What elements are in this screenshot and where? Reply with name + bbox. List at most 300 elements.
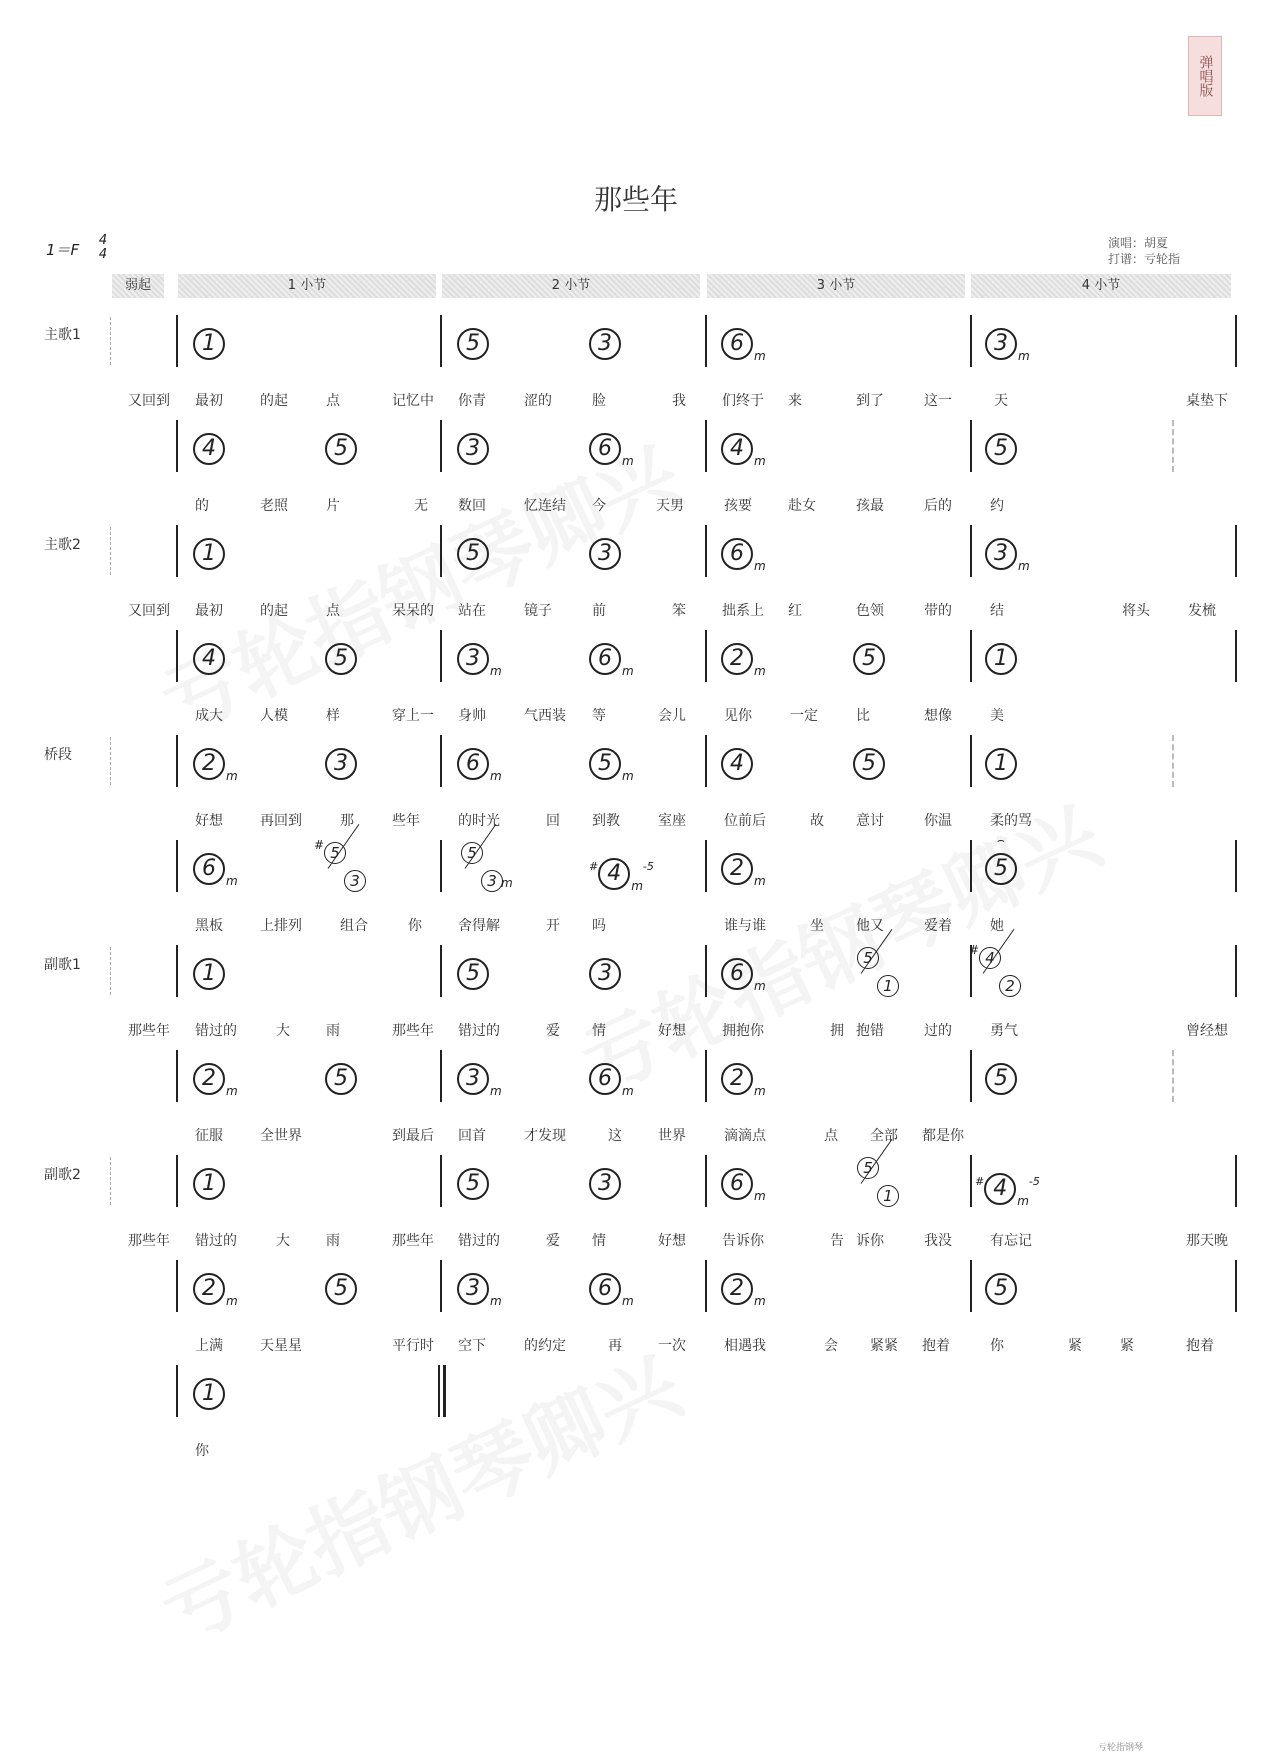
- lyric-word: 回: [546, 813, 560, 829]
- lyric-word: 上满: [195, 1338, 223, 1354]
- chord-circle: 6: [721, 1168, 753, 1200]
- lyric-word: 才发现: [524, 1128, 566, 1144]
- chord-circle: 2: [721, 1273, 753, 1305]
- bar-line: [970, 735, 972, 787]
- lyric-word: 告诉你: [722, 1233, 764, 1249]
- header-measure-4: 4 小节: [971, 274, 1231, 298]
- chord-symbol: [985, 1062, 1017, 1095]
- lyric-word: 们终于: [722, 393, 764, 409]
- chord-circle: 1: [193, 538, 225, 570]
- chord-circle: 6: [589, 1063, 621, 1095]
- lyric-word: 脸: [592, 393, 606, 409]
- bar-line: [705, 735, 707, 787]
- lyric-word: 气西装: [524, 708, 566, 724]
- lyric-word: 舍得解: [458, 918, 500, 934]
- section-verse-1: 主歌1: [44, 327, 81, 343]
- chord-circle: 5: [457, 1168, 489, 1200]
- chord-circle: 1: [193, 958, 225, 990]
- lyric-word: 最初: [195, 393, 223, 409]
- lyric-word: 爱: [546, 1233, 560, 1249]
- bar-line: [1235, 945, 1237, 997]
- chord-quality: m: [754, 979, 766, 993]
- chord-quality: m: [1018, 559, 1030, 573]
- lyric-word: 你青: [458, 393, 486, 409]
- chord-symbol: [853, 642, 885, 675]
- bar-line: [970, 1155, 972, 1207]
- lyric-word: 故: [810, 813, 824, 829]
- chord-circle: 3: [589, 1168, 621, 1200]
- lyric-word: 拙系上: [722, 603, 764, 619]
- chord-quality: m: [754, 349, 766, 363]
- lyric-word: 你: [408, 918, 422, 934]
- bar-line: [176, 840, 178, 892]
- chord-symbol: [721, 852, 766, 896]
- chord-symbol: [589, 1167, 621, 1200]
- chord-quality: m: [226, 1294, 238, 1308]
- chord-circle: 4: [193, 643, 225, 675]
- lyric-word: 错过的: [195, 1023, 237, 1039]
- chord-quality: m: [622, 1294, 634, 1308]
- lyric-word: 约: [990, 498, 1004, 514]
- chord-quality: m: [501, 876, 513, 890]
- chord-circle: 3: [985, 538, 1017, 570]
- chord-quality: m: [226, 874, 238, 888]
- chord-symbol: [985, 432, 1017, 465]
- bar-line: [970, 1050, 972, 1102]
- measure-end-dashed: [1172, 420, 1174, 472]
- pickup-dash: [110, 317, 111, 365]
- chord-circle: 5: [589, 748, 621, 780]
- lyric-word: 点: [824, 1128, 838, 1144]
- lyric-word: 情: [592, 1233, 606, 1249]
- singer-credit: 演唱：胡夏: [1108, 236, 1169, 250]
- sharp-sign: #: [589, 860, 599, 873]
- lyric-word: 那天晚: [1186, 1233, 1228, 1249]
- lyric-word: 上排列: [260, 918, 302, 934]
- lyric-word: 我没: [924, 1233, 952, 1249]
- chord-circle: 5: [457, 958, 489, 990]
- lyric-word: 雨: [326, 1023, 340, 1039]
- slash-chord: [853, 947, 909, 1005]
- lyric-word: 天男: [656, 498, 684, 514]
- lyric-word: 抱错: [856, 1023, 884, 1039]
- watermark: [560, 773, 1116, 1114]
- bar-line: [440, 945, 442, 997]
- lyric-word: 点: [326, 393, 340, 409]
- chord-circle: 5: [325, 433, 357, 465]
- bar-line: [440, 630, 442, 682]
- lyric-word: 后的: [924, 498, 952, 514]
- lyric-word: 成大: [195, 708, 223, 724]
- bar-line: [970, 315, 972, 367]
- chord-circle: 2: [193, 1273, 225, 1305]
- chord-symbol: [325, 747, 357, 780]
- chord-quality: m: [1018, 349, 1030, 363]
- lyric-word: 发梳: [1188, 603, 1216, 619]
- lyric-word: 好想: [658, 1023, 686, 1039]
- lyric-word: 今: [592, 498, 606, 514]
- chord-circle: 5: [325, 1273, 357, 1305]
- lyric-word: 平行时: [392, 1338, 434, 1354]
- chord-quality: m: [622, 664, 634, 678]
- lyric-word: 到了: [856, 393, 884, 409]
- chord-symbol: [589, 957, 621, 990]
- lyric-word: 又回到: [128, 603, 170, 619]
- chord-circle: 5: [853, 643, 885, 675]
- chord-circle: 6: [721, 328, 753, 360]
- chord-circle: 6: [589, 433, 621, 465]
- lyric-word: 来: [788, 393, 802, 409]
- lyric-word: 孩最: [856, 498, 884, 514]
- chord-symbol: [589, 327, 621, 360]
- chord-symbol: [457, 957, 489, 990]
- lyric-word: 你温: [924, 813, 952, 829]
- bar-line: [705, 315, 707, 367]
- song-title: 那些年: [593, 183, 678, 216]
- chord-quality: m: [754, 1084, 766, 1098]
- chord-root: 5: [461, 842, 483, 864]
- section-chorus-1: 副歌1: [44, 957, 81, 973]
- lyric-word: 征服: [195, 1128, 223, 1144]
- lyric-word: 那些年: [392, 1233, 434, 1249]
- lyric-word: 些年: [392, 813, 420, 829]
- lyric-word: 老照: [260, 498, 288, 514]
- chord-symbol: [193, 1377, 225, 1410]
- chord-circle: 2: [721, 643, 753, 675]
- lyric-word: 又回到: [128, 393, 170, 409]
- lyric-word: 组合: [340, 918, 368, 934]
- chord-quality: m: [754, 1294, 766, 1308]
- chord-bass: 2: [999, 975, 1021, 997]
- lyric-word: 点: [326, 603, 340, 619]
- chord-circle: 5: [985, 1273, 1017, 1305]
- slash-chord: [969, 943, 1031, 1005]
- chord-circle: 1: [193, 1378, 225, 1410]
- bar-line: [1235, 630, 1237, 682]
- time-bottom: 4: [98, 247, 108, 262]
- lyric-word: 全部: [870, 1128, 898, 1144]
- lyric-word: 拥: [830, 1023, 844, 1039]
- bar-line: [176, 420, 178, 472]
- header-measure-1: 1 小节: [178, 274, 436, 298]
- chord-symbol: [985, 327, 1030, 371]
- chord-circle: 1: [985, 643, 1017, 675]
- chord-quality: m: [1017, 1193, 1029, 1208]
- lyric-word: 你: [195, 1443, 209, 1459]
- sharp-sign: #: [314, 838, 325, 852]
- bar-line: [176, 945, 178, 997]
- bar-line: [440, 315, 442, 367]
- lyric-word: 等: [592, 708, 606, 724]
- chord-circle: 3: [457, 433, 489, 465]
- bar-line: [440, 1155, 442, 1207]
- bar-line: [1235, 1155, 1237, 1207]
- lyric-word: 比: [856, 708, 870, 724]
- lyric-word: 红: [788, 603, 802, 619]
- bar-line: [705, 420, 707, 472]
- lyric-word: 这一: [924, 393, 952, 409]
- chord-symbol: [457, 1272, 502, 1316]
- lyric-word: 站在: [458, 603, 486, 619]
- chord-symbol: [721, 1272, 766, 1316]
- lyric-word: 雨: [326, 1233, 340, 1249]
- sharp-sign: #: [969, 943, 980, 957]
- bar-line: [440, 1260, 442, 1312]
- chord-circle: 2: [721, 1063, 753, 1095]
- lyric-word: 美: [990, 708, 1004, 724]
- bar-line: [440, 420, 442, 472]
- chord-symbol: [193, 537, 225, 570]
- lyric-word: 曾经想: [1186, 1023, 1228, 1039]
- bar-line: [705, 1050, 707, 1102]
- lyric-word: 想像: [924, 708, 952, 724]
- lyric-word: 一定: [790, 708, 818, 724]
- lyric-word: 好想: [658, 1233, 686, 1249]
- lyric-word: 的起: [260, 603, 288, 619]
- lyric-word: 那些年: [392, 1023, 434, 1039]
- slash-chord: [314, 838, 376, 900]
- chord-symbol: [457, 327, 489, 360]
- lyric-word: 空下: [458, 1338, 486, 1354]
- lyric-word: 穿上一: [392, 708, 434, 724]
- lyric-word: 到最后: [392, 1128, 434, 1144]
- bar-line: [1235, 1260, 1237, 1312]
- chord-symbol: [721, 957, 766, 1001]
- bar-line: [970, 630, 972, 682]
- lyric-word: 世界: [658, 1128, 686, 1144]
- chord-quality: m: [754, 874, 766, 888]
- chord-symbol: [589, 537, 621, 570]
- chord-quality: m: [490, 1294, 502, 1308]
- chord-circle: 4: [721, 433, 753, 465]
- chord-quality: m: [631, 878, 643, 893]
- chord-circle: 5: [985, 433, 1017, 465]
- pickup-dash: [110, 947, 111, 995]
- chord-symbol: [721, 537, 766, 581]
- lyric-word: 结: [990, 603, 1004, 619]
- bar-line: [1235, 315, 1237, 367]
- chord-circle: 6: [721, 958, 753, 990]
- chord-circle: 3: [325, 748, 357, 780]
- chord-circle: 1: [193, 328, 225, 360]
- chord-symbol: [457, 1167, 489, 1200]
- chord-symbol: [985, 852, 1017, 885]
- chord-symbol: [589, 1062, 634, 1106]
- chord-symbol: [193, 327, 225, 360]
- lyric-word: 记忆中: [392, 393, 434, 409]
- bar-line: [970, 525, 972, 577]
- bar-line: [176, 1155, 178, 1207]
- chord-circle: 6: [589, 1273, 621, 1305]
- lyric-word: 见你: [724, 708, 752, 724]
- chord-circle: 3: [457, 1273, 489, 1305]
- final-bar-line: [438, 1365, 440, 1417]
- bar-line: [440, 735, 442, 787]
- lyric-word: 你: [990, 1338, 1004, 1354]
- lyric-word: 我: [672, 393, 686, 409]
- footer-mark: 亏轮指钢琴: [1098, 1743, 1144, 1753]
- bar-line: [705, 630, 707, 682]
- watermark: [140, 1323, 696, 1664]
- lyric-word: 位前后: [724, 813, 766, 829]
- lyric-word: 数回: [458, 498, 486, 514]
- time-signature: [96, 234, 110, 262]
- chord-root: 4: [979, 947, 1001, 969]
- chord-symbol: [721, 1062, 766, 1106]
- lyric-word: 无: [414, 498, 428, 514]
- lyric-word: 桌垫下: [1186, 393, 1228, 409]
- bar-line: [176, 1365, 178, 1417]
- lyric-word: 前: [592, 603, 606, 619]
- chord-circle: 4: [721, 748, 753, 780]
- lyric-word: 坐: [810, 918, 824, 934]
- lyric-word: 爱: [546, 1023, 560, 1039]
- lyric-word: 过的: [924, 1023, 952, 1039]
- lyric-word: 会: [824, 1338, 838, 1354]
- lyric-word: 的: [195, 498, 209, 514]
- bar-line: [705, 840, 707, 892]
- chord-extension: -5: [1028, 1175, 1040, 1188]
- chord-symbol: [457, 747, 502, 791]
- lyric-word: 带的: [924, 603, 952, 619]
- chord-circle: 4: [193, 433, 225, 465]
- chord-quality: m: [490, 664, 502, 678]
- lyric-word: 回首: [458, 1128, 486, 1144]
- section-verse-2: 主歌2: [44, 537, 81, 553]
- chord-symbol: [589, 747, 634, 791]
- arranger-credit: 打谱：亏轮指: [1108, 252, 1181, 266]
- chord-symbol: [985, 642, 1017, 675]
- chord-quality: m: [622, 769, 634, 783]
- header-pickup: 弱起: [112, 274, 164, 298]
- chord-circle: 4: [984, 1173, 1016, 1205]
- chord-symbol: [193, 852, 238, 896]
- lyric-word: 到教: [592, 813, 620, 829]
- bar-line: [176, 630, 178, 682]
- lyric-word: 抱着: [922, 1338, 950, 1354]
- lyric-word: 情: [592, 1023, 606, 1039]
- lyric-word: 样: [326, 708, 340, 724]
- chord-symbol: [721, 1167, 766, 1211]
- lyric-word: 抱着: [1186, 1338, 1214, 1354]
- lyric-word: 忆连结: [524, 498, 566, 514]
- bar-line: [440, 840, 442, 892]
- chord-symbol: [193, 1167, 225, 1200]
- chord-circle: 5: [325, 643, 357, 675]
- lyric-word: 那: [340, 813, 354, 829]
- chord-symbol: [457, 642, 502, 686]
- lyric-word: 最初: [195, 603, 223, 619]
- chord-circle: 6: [589, 643, 621, 675]
- bar-line: [970, 840, 972, 892]
- lyric-word: 错过的: [458, 1023, 500, 1039]
- chord-quality: m: [490, 769, 502, 783]
- lyric-word: 好想: [195, 813, 223, 829]
- header-measure-3: 3 小节: [707, 274, 965, 298]
- final-bar-line: [443, 1365, 446, 1417]
- chord-symbol: [325, 642, 357, 675]
- chord-circle: 6: [193, 853, 225, 885]
- lyric-word: 爱着: [924, 918, 952, 934]
- chord-circle: 6: [721, 538, 753, 570]
- chord-quality: m: [622, 454, 634, 468]
- chord-bass: 1: [877, 1185, 899, 1207]
- chord-root: 5: [324, 842, 346, 864]
- bar-line: [440, 1050, 442, 1102]
- bar-line: [705, 1260, 707, 1312]
- chord-quality: m: [490, 1084, 502, 1098]
- lyric-word: 柔的骂: [990, 813, 1032, 829]
- chord-circle: 3: [589, 538, 621, 570]
- bar-line: [1235, 840, 1237, 892]
- lyric-word: 滴滴点: [724, 1128, 766, 1144]
- lyric-word: 色领: [856, 603, 884, 619]
- chord-circle: 5: [985, 1063, 1017, 1095]
- chord-symbol: [457, 1062, 502, 1106]
- bar-line: [705, 945, 707, 997]
- bar-line: [176, 525, 178, 577]
- measure-end-dashed: [1172, 735, 1174, 787]
- bar-line: [176, 735, 178, 787]
- lyric-word: 她: [990, 918, 1004, 934]
- chord-root: 5: [857, 947, 879, 969]
- chord-symbol: [325, 1062, 357, 1095]
- slash-chord: [853, 1157, 909, 1215]
- bar-line: [176, 1050, 178, 1102]
- chord-circle: 5: [853, 748, 885, 780]
- chord-circle: 5: [457, 538, 489, 570]
- lyric-word: 呆呆的: [392, 603, 434, 619]
- bar-line: [176, 315, 178, 367]
- lyric-word: 诉你: [856, 1233, 884, 1249]
- lyric-word: 再: [608, 1338, 622, 1354]
- chord-symbol: [589, 852, 654, 901]
- chord-circle: 4: [598, 858, 630, 890]
- version-tag: 弹唱版: [1188, 36, 1222, 116]
- chord-symbol: [325, 1272, 357, 1305]
- chord-circle: 3: [457, 643, 489, 675]
- header-measure-2: 2 小节: [442, 274, 700, 298]
- lyric-word: 错过的: [195, 1233, 237, 1249]
- chord-symbol: [721, 642, 766, 686]
- chord-circle: 1: [193, 1168, 225, 1200]
- chord-quality: m: [226, 1084, 238, 1098]
- lyric-word: 勇气: [990, 1023, 1018, 1039]
- chord-circle: 3: [985, 328, 1017, 360]
- chord-circle: 1: [985, 748, 1017, 780]
- chord-quality: m: [754, 1189, 766, 1203]
- chord-extension: -5: [642, 860, 654, 873]
- measure-end-dashed: [1172, 1050, 1174, 1102]
- pickup-dash: [110, 737, 111, 785]
- lyric-word: 谁与谁: [724, 918, 766, 934]
- chord-quality: m: [226, 769, 238, 783]
- chord-circle: 6: [457, 748, 489, 780]
- chord-symbol: [193, 1272, 238, 1316]
- lyric-word: 的约定: [524, 1338, 566, 1354]
- lyric-word: 有忘记: [990, 1233, 1032, 1249]
- chord-symbol: [721, 432, 766, 476]
- key-signature: 1＝F: [46, 241, 80, 259]
- bar-line: [970, 1260, 972, 1312]
- chord-symbol: [985, 537, 1030, 581]
- lyric-word: 涩的: [524, 393, 552, 409]
- lyric-word: 人模: [260, 708, 288, 724]
- bar-line: [176, 1260, 178, 1312]
- chord-bass: 3: [344, 870, 366, 892]
- chord-quality: m: [754, 559, 766, 573]
- lyric-word: 那些年: [128, 1233, 170, 1249]
